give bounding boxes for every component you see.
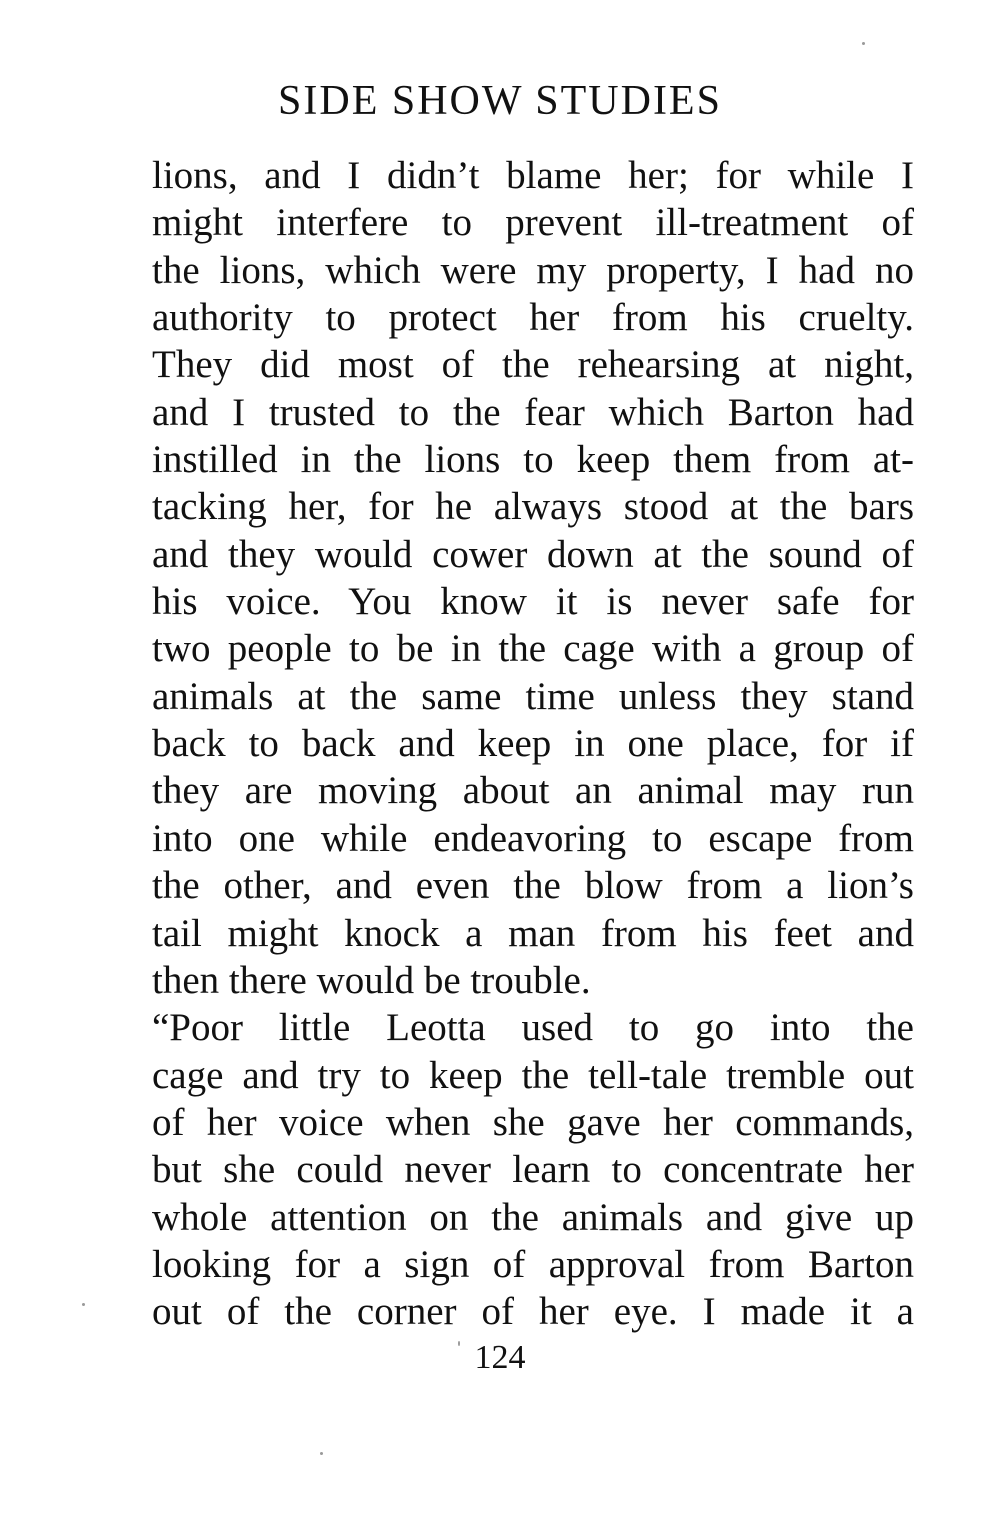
text-line: tail might knock a man from his feet and (152, 911, 914, 955)
text-line: of her voice when she gave her commands, (152, 1100, 914, 1144)
text-line: but she could never learn to concentrate her (152, 1148, 914, 1192)
page-number: 124 (474, 1339, 526, 1376)
scan-speck (458, 1341, 460, 1346)
text-line: the other, and even the blow from a lion’s (152, 864, 914, 908)
text-line: back to back and keep in one place, for if (152, 722, 914, 766)
scan-speck (320, 1452, 323, 1455)
scan-speck (82, 1303, 85, 1306)
text-line: tacking her, for he always stood at the bars (152, 485, 914, 529)
text-line: and they would cower down at the sound of (152, 532, 914, 576)
text-line: animals at the same time unless they stand (152, 674, 914, 718)
text-line: and I trusted to the fear which Barton had (152, 390, 914, 434)
text-line: cage and try to keep the tell-tale tremble out (152, 1053, 914, 1097)
text-line: whole attention on the animals and give up (152, 1195, 914, 1239)
text-line: instilled in the lions to keep them from at- (152, 438, 914, 482)
text-line: into one while endeavoring to escape from (152, 816, 914, 860)
text-line: his voice. You know it is never safe for (152, 580, 914, 624)
text-line: might interfere to prevent ill-treatment of (152, 201, 914, 245)
text-line: they are moving about an animal may run (152, 769, 914, 813)
scan-speck (862, 42, 865, 45)
text-line: lions, and I didn’t blame her; for while I (152, 154, 914, 197)
text-line: looking for a sign of approval from Barton (152, 1242, 914, 1286)
text-line: out of the corner of her eye. I made it a (152, 1290, 914, 1334)
text-line: two people to be in the cage with a group of (152, 627, 914, 671)
text-line: authority to protect her from his cruelty. (152, 296, 914, 340)
text-line-paragraph-start: “Poor little Leotta used to go into the (152, 1006, 914, 1050)
text-line-paragraph-end: then there would be trouble. (152, 958, 591, 1002)
running-head: SIDE SHOW STUDIES (278, 78, 722, 124)
body-text (152, 152, 914, 1336)
text-line: They did most of the rehearsing at night, (152, 343, 914, 387)
text-line: the lions, which were my property, I had no (152, 248, 914, 292)
